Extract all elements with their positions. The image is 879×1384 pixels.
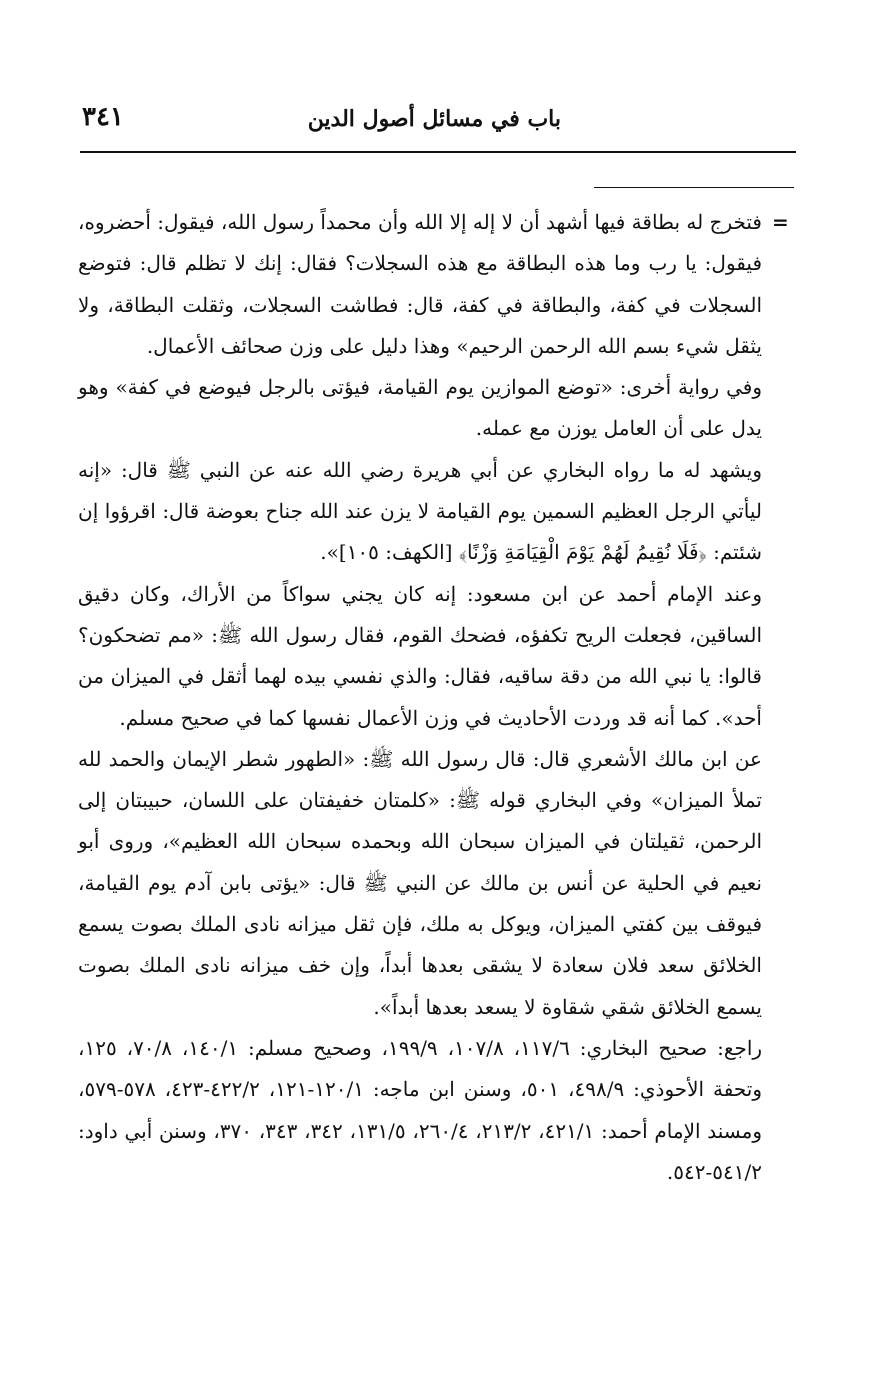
- paragraph-bukhari-abu-hurayrah: ويشهد له ما رواه البخاري عن أبي هريرة رضي الله عنه عن النبي ﷺ قال: «إنه ليأتي الرجل العظيم السمين يوم القيامة لا يزن عند الله جناح بعوضة قال: اقرؤوا إن شئتم: ﴿فَلَا نُقِيمُ لَهُمْ يَوْمَ الْقِيَامَةِ وَزْنًا﴾ [الكهف: ١٠٥]».: [78, 457, 762, 565]
- paragraph-ahmad-ibn-masud: وعند الإمام أحمد عن ابن مسعود: إنه كان يجني سواكاً من الأراك، وكان دقيق الساقين، فجعلت الريح تكفؤه، فضحك القوم، فقال رسول الله ﷺ: «مم تضحكون؟ قالوا: يا نبي الله من دقة ساقيه، فقال: والذي نفسي بيده لهما أثقل في الميزان من أحد». كما أنه قد وردت الأحاديث في وزن الأعمال نفسها كما في صحيح مسلم.: [78, 581, 762, 730]
- running-title: باب في مسائل أصول الدين: [307, 106, 561, 132]
- header-rule: [80, 151, 796, 153]
- footnote-text: [78, 202, 762, 1193]
- paragraph-other-narration: وفي رواية أخرى: «توضع الموازين يوم القيامة، فيؤتى بالرجل فيوضع في كفة» وهو يدل على أن العامل يوزن مع عمله.: [78, 375, 762, 441]
- paragraph-abu-malik-al-ashari: عن ابن مالك الأشعري قال: قال رسول الله ﷺ: «الطهور شطر الإيمان والحمد لله تملأ الميزان» وفي البخاري قوله ﷺ: «كلمتان خفيفتان على اللسان، حبيبتان إلى الرحمن، ثقيلتان في الميزان سبحان الله وبحمده سبحان الله العظيم»، وروى أبو نعيم في الحلية عن أنس بن مالك عن النبي ﷺ قال: «يؤتى بابن آدم يوم القيامة، فيوقف بين كفتي الميزان، ويوكل به ملك، فإن ثقل ميزانه نادى الملك بصوت يسمع الخلائق سعد فلان سعادة لا يشقى بعدها أبداً، وإن خف ميزانه نادى الملك بصوت يسمع الخلائق شقي شقاوة لا يسعد بعدها أبداً».: [78, 746, 762, 1019]
- paragraph-references: راجع: صحيح البخاري: ١١٧/٦، ١٠٧/٨، ١٩٩/٩، وصحيح مسلم: ١٤٠/١، ٧٠/٨، ١٢٥، وتحفة الأحوذي: ٤٩٨/٩، ٥٠١، وسنن ابن ماجه: ١٢٠/١-١٢١، ٤٢٢/٢-٤٢٣، ٥٧٨-٥٧٩، ومسند الإمام أحمد: ٤٢١/١، ٢١٣/٢، ٢٦٠/٤، ١٣١/٥، ٣٤٢، ٣٤٣، ٣٧٠، وسنن أبي داود: ٥٤١/٢-٥٤٢.: [78, 1035, 763, 1184]
- page-header: [80, 98, 796, 142]
- footnote-continuation-mark: =: [772, 210, 789, 234]
- footnote-separator-rule: [594, 187, 794, 188]
- page-number: ٣٤١: [82, 102, 124, 132]
- paragraph-bitaqa-hadith: فتخرج له بطاقة فيها أشهد أن لا إله إلا الله وأن محمداً رسول الله، فيقول: أحضروه، فيقول: يا رب وما هذه البطاقة مع هذه السجلات؟ فقال: إنك لا تظلم قال: فتوضع السجلات في كفة، والبطاقة في كفة، قال: فطاشت السجلات، وثقلت البطاقة، ولا يثقل شيء بسم الله الرحمن الرحيم» وهذا دليل على وزن صحائف الأعمال.: [78, 210, 762, 358]
